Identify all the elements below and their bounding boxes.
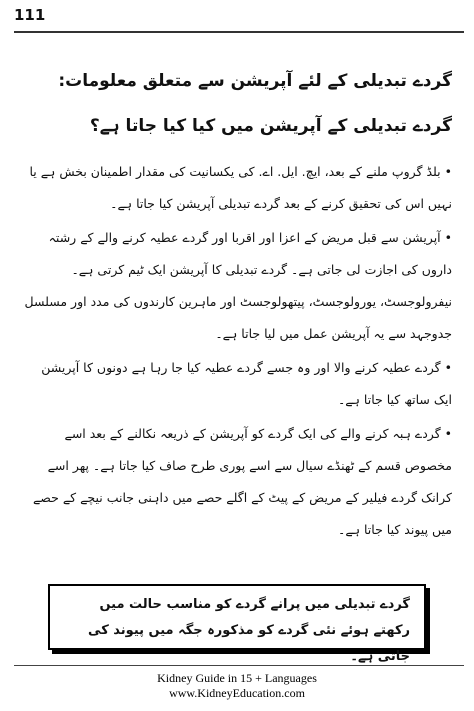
paragraph-blood-group: • بلڈ گروپ ملنے کے بعد، ایچ. ایل. اے. کی یکسانیت کی مقدار اطمینان بخش ہے یا نہیں اس کی تحقیق کرنے کے بعد گردے تبدیلی آپریشن کیا جاتا ہے۔ <box>29 163 452 211</box>
paragraph-simultaneous-operation: • گردے عطیہ کرنے والا اور وہ جسے گردے عطیہ کیا جا رہا ہے دونوں کا آپریشن ایک ساتھ کیا جاتا ہے۔ <box>41 359 452 407</box>
callout-text: گردے تبدیلی میں پرانے گردے کو مناسب حالت میں رکھتے ہوئے نئی گردے کو مذکورہ جگہ میں پیوند کی جاتی ہے۔ <box>88 597 410 664</box>
paragraph-consent-team: • آپریشن سے قبل مریض کے اعزا اور اقربا اور گردے عطیہ کرنے والے کے رشتہ داروں کی اجازت لی جاتی ہے۔ گردے تبدیلی کا آپریشن ایک ٹیم کرتی ہے۔ نیفرولوجسٹ، یورولوجسٹ، پیتھولوجسٹ اور ماہرین کارندوں کی مدد اور مسلسل جدوجہد سے یہ آپریشن عمل میں لیا جاتا ہے۔ <box>24 229 452 341</box>
footer-divider <box>14 665 464 666</box>
footer <box>0 671 474 701</box>
section-heading: گردے تبدیلی کے لئے آپریشن سے متعلق معلومات: <box>58 71 452 91</box>
paragraph-transplant-procedure: • گردے ہبہ کرنے والے کی ایک گردے کو آپریشن کے ذریعہ نکالنے کے بعد اسے مخصوص قسم کے ٹھنڈے سیال سے اسے پوری طرح صاف کیا جاتا ہے۔ پھر اسے کرانک گردے فیلیر کے مریض کے پیٹ کے اگلے حصے میں داہنی جانب نیچے کے حصے میں پیوند کیا جاتا ہے۔ <box>32 425 452 537</box>
page-number: 111 <box>14 6 46 24</box>
callout-box <box>48 584 426 664</box>
subsection-heading: گردے تبدیلی کے آپریشن میں کیا کیا جاتا ہے؟ <box>89 115 452 136</box>
footer-website: www.KidneyEducation.com <box>169 686 305 700</box>
main-content <box>22 70 452 548</box>
header-divider <box>14 31 464 33</box>
footer-title: Kidney Guide in 15 + Languages <box>157 671 317 685</box>
